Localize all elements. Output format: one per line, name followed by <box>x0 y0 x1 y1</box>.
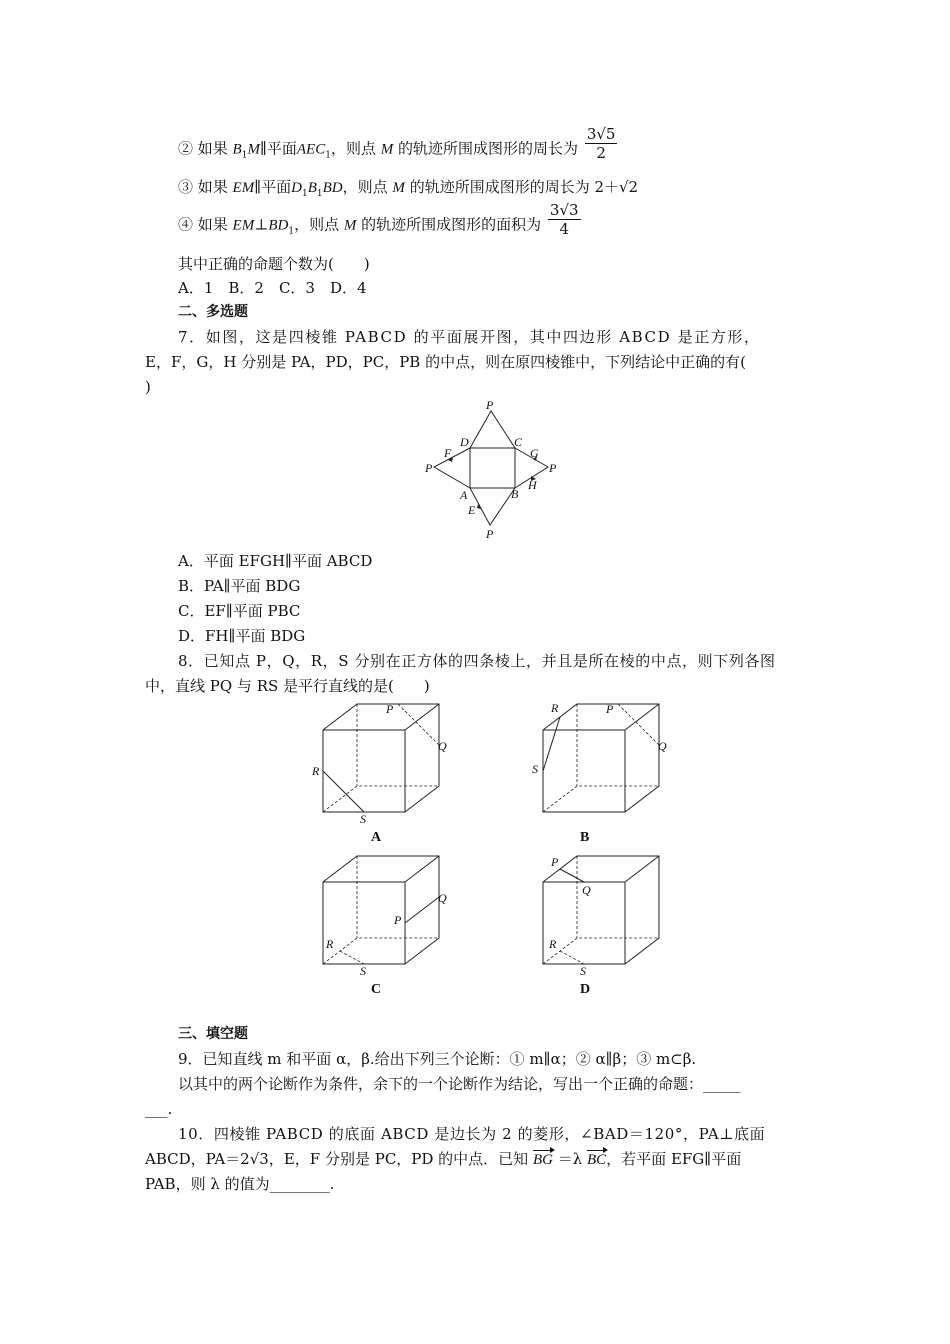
q10-line2: ABCD，PA＝2√3，E，F 分别是 PC，PD 的中点．已知 BG ＝λ BC，若平面 EFG∥平面 <box>145 1150 742 1168</box>
label-p-top: P <box>486 398 494 412</box>
q10-line1: 10．四棱锥 PABCD 的底面 ABCD 是边长为 2 的菱形，∠BAD＝120°，PA⊥底面 <box>178 1125 766 1143</box>
proposition-4: ④ 如果 $EM\perp BD_1$，则点 M 的轨迹所围成图形的面积为 $\frac{3√3}{4}$ <box>178 201 579 238</box>
cube-c-caption: C <box>371 982 382 997</box>
vector-bg: BG <box>532 1152 553 1168</box>
cube-d-p: P <box>551 855 559 869</box>
cube-figure-c <box>305 850 455 1000</box>
cube-d-caption: D <box>580 982 591 997</box>
cube-figure-d <box>525 850 675 1000</box>
label-c: C <box>514 435 523 449</box>
label-e: E <box>468 503 476 517</box>
q10-line3: PAB，则 λ 的值为________. <box>145 1175 335 1193</box>
cube-a-q: Q <box>438 739 447 753</box>
q7-option-c: C．EF∥平面 PBC <box>178 602 301 620</box>
vector-bc: BC <box>587 1152 607 1168</box>
q9-line1: 9．已知直线 m 和平面 α，β.给出下列三个论断：① m∥α；② α∥β；③ m⊂β. <box>178 1050 697 1068</box>
q8-line1: 8．已知点 P，Q，R，S 分别在正方体的四条棱上，并且是所在棱的中点，则下列各图 <box>178 652 776 670</box>
cube-b-p: P <box>606 702 614 716</box>
q8-line2: 中，直线 PQ 与 RS 是平行直线的是( ) <box>145 677 430 695</box>
label-g: G <box>530 446 539 460</box>
question-prompt: 其中正确的命题个数为( ) <box>178 255 370 273</box>
cube-b-s: S <box>532 762 538 776</box>
cube-d-q: Q <box>582 883 591 897</box>
cube-d-r: R <box>549 937 557 951</box>
section-fill-blank: 三、填空题 <box>178 1026 248 1042</box>
answer-options: A．1 B．2 C．3 D．4 <box>178 279 367 297</box>
q9-line3: ___. <box>145 1100 173 1118</box>
cube-b-r: R <box>551 701 559 715</box>
label-a: A <box>460 488 468 502</box>
cube-c-r: R <box>326 937 334 951</box>
cube-c-p: P <box>394 913 402 927</box>
q7-line3: ) <box>145 378 151 396</box>
cube-a-caption: A <box>371 830 382 845</box>
pyramid-net-figure <box>420 397 560 542</box>
cube-c-q: Q <box>438 891 447 905</box>
label-p-right: P <box>549 461 557 475</box>
label-h: H <box>528 478 537 492</box>
q7-line1: 7．如图，这是四棱锥 PABCD 的平面展开图，其中四边形 ABCD 是正方形， <box>178 328 761 346</box>
cube-b-caption: B <box>580 830 590 845</box>
label-d: D <box>460 435 469 449</box>
q7-line2: E，F，G，H 分别是 PA，PD，PC，PB 的中点，则在原四棱锥中，下列结论中正确的有( <box>145 353 746 371</box>
q9-line2: 以其中的两个论断作为条件，余下的一个论断作为结论，写出一个正确的命题：_____ <box>178 1075 741 1093</box>
label-p-bottom: P <box>486 527 494 541</box>
proposition-2: ② 如果 $B_1M\parallel$平面$AEC_1$，则点 M 的轨迹所围成图形的周长为 $\frac{3√5}{2}$ <box>178 125 616 162</box>
cube-a-p: P <box>386 702 394 716</box>
q7-option-a: A．平面 EFGH∥平面 ABCD <box>178 552 373 570</box>
cube-a-s: S <box>360 812 366 826</box>
cube-b-q: Q <box>658 739 667 753</box>
label-f: F <box>444 446 452 460</box>
cube-figure-a <box>305 698 455 848</box>
section-multiple-choice: 二、多选题 <box>178 304 248 320</box>
cube-c-s: S <box>360 964 366 978</box>
label-b: B <box>511 487 519 501</box>
q7-option-b: B．PA∥平面 BDG <box>178 577 301 595</box>
proposition-3: ③ 如果 EM∥平面$D_1B_1BD$，则点 M 的轨迹所围成图形的周长为 2＋√2 <box>178 178 639 199</box>
q7-option-d: D．FH∥平面 BDG <box>178 627 306 645</box>
cube-d-s: S <box>580 964 586 978</box>
cube-a-r: R <box>312 764 320 778</box>
cube-figure-b <box>525 698 675 848</box>
label-p-left: P <box>425 461 433 475</box>
